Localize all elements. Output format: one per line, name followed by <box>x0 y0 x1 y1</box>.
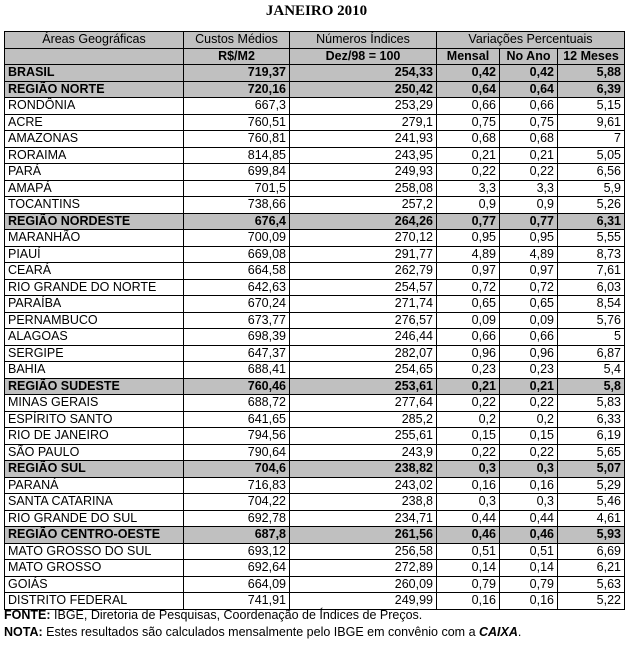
cell-cost: 704,22 <box>184 494 290 511</box>
cell-monthly: 0,21 <box>437 147 500 164</box>
cell-monthly: 0,68 <box>437 131 500 148</box>
cell-cost: 760,81 <box>184 131 290 148</box>
cell-monthly: 0,2 <box>437 411 500 428</box>
table-body <box>5 65 625 610</box>
note-end: . <box>517 625 522 639</box>
table-row <box>5 345 625 362</box>
cell-12-months: 5,05 <box>558 147 625 164</box>
cell-area: REGIÃO SUDESTE <box>5 378 184 395</box>
cell-year: 3,3 <box>500 180 558 197</box>
cell-year: 0,16 <box>500 477 558 494</box>
header-12-months: 12 Meses <box>558 48 625 65</box>
cell-cost: 741,91 <box>184 593 290 610</box>
cell-index: 256,58 <box>290 543 437 560</box>
table-row <box>5 444 625 461</box>
cell-monthly: 0,09 <box>437 312 500 329</box>
cell-monthly: 0,16 <box>437 593 500 610</box>
cell-cost: 760,46 <box>184 378 290 395</box>
cell-monthly: 0,14 <box>437 560 500 577</box>
cell-cost: 673,77 <box>184 312 290 329</box>
cell-monthly: 0,16 <box>437 477 500 494</box>
cell-cost: 693,12 <box>184 543 290 560</box>
cell-index: 234,71 <box>290 510 437 527</box>
table-row <box>5 560 625 577</box>
cell-monthly: 0,3 <box>437 461 500 478</box>
table-row <box>5 98 625 115</box>
cell-12-months: 6,39 <box>558 81 625 98</box>
cell-year: 0,16 <box>500 593 558 610</box>
region-row <box>5 378 625 395</box>
cell-year: 0,15 <box>500 428 558 445</box>
cell-12-months: 5,65 <box>558 444 625 461</box>
cell-index: 260,09 <box>290 576 437 593</box>
cell-cost: 814,85 <box>184 147 290 164</box>
cell-monthly: 0,64 <box>437 81 500 98</box>
cell-index: 264,26 <box>290 213 437 230</box>
cell-index: 257,2 <box>290 197 437 214</box>
cell-index: 243,02 <box>290 477 437 494</box>
cell-cost: 667,3 <box>184 98 290 115</box>
cell-12-months: 5,88 <box>558 65 625 82</box>
table-row <box>5 477 625 494</box>
cell-year: 0,9 <box>500 197 558 214</box>
cell-area: AMAZONAS <box>5 131 184 148</box>
header-index: Números Índices <box>290 32 437 49</box>
cell-year: 0,51 <box>500 543 558 560</box>
table-row <box>5 543 625 560</box>
cell-year: 0,42 <box>500 65 558 82</box>
cell-monthly: 4,89 <box>437 246 500 263</box>
cell-12-months: 5,63 <box>558 576 625 593</box>
cell-index: 253,61 <box>290 378 437 395</box>
cell-index: 249,99 <box>290 593 437 610</box>
cell-index: 276,57 <box>290 312 437 329</box>
cell-year: 0,3 <box>500 494 558 511</box>
cell-monthly: 0,23 <box>437 362 500 379</box>
header-variations: Variações Percentuais <box>437 32 625 49</box>
cell-12-months: 8,54 <box>558 296 625 313</box>
cell-cost: 647,37 <box>184 345 290 362</box>
cell-12-months: 5,9 <box>558 180 625 197</box>
cell-year: 0,22 <box>500 164 558 181</box>
subheader-row <box>5 48 625 65</box>
cell-index: 254,57 <box>290 279 437 296</box>
table-row <box>5 296 625 313</box>
source-text: IBGE, Diretoria de Pesquisas, Coordenação de Índices de Preços. <box>50 608 423 622</box>
table-row <box>5 329 625 346</box>
cell-monthly: 0,75 <box>437 114 500 131</box>
cell-12-months: 6,87 <box>558 345 625 362</box>
cell-12-months: 6,31 <box>558 213 625 230</box>
cell-area: MATO GROSSO <box>5 560 184 577</box>
cell-12-months: 9,61 <box>558 114 625 131</box>
table-row <box>5 197 625 214</box>
cell-12-months: 5,55 <box>558 230 625 247</box>
table-row <box>5 246 625 263</box>
cell-monthly: 0,77 <box>437 213 500 230</box>
cell-area: MINAS GERAIS <box>5 395 184 412</box>
cell-index: 246,44 <box>290 329 437 346</box>
cell-12-months: 7 <box>558 131 625 148</box>
cell-area: DISTRITO FEDERAL <box>5 593 184 610</box>
note-text: Estes resultados são calculados mensalmente pelo IBGE em convênio com a <box>42 625 479 639</box>
cell-year: 0,68 <box>500 131 558 148</box>
cell-12-months: 5,46 <box>558 494 625 511</box>
table-row <box>5 263 625 280</box>
cell-year: 0,22 <box>500 444 558 461</box>
cell-12-months: 5,93 <box>558 527 625 544</box>
cell-cost: 699,84 <box>184 164 290 181</box>
cell-12-months: 7,61 <box>558 263 625 280</box>
table-row <box>5 428 625 445</box>
cell-area: GOIÁS <box>5 576 184 593</box>
cell-index: 282,07 <box>290 345 437 362</box>
cell-cost: 701,5 <box>184 180 290 197</box>
cell-area: PARAÍBA <box>5 296 184 313</box>
cell-12-months: 6,21 <box>558 560 625 577</box>
cell-index: 285,2 <box>290 411 437 428</box>
cell-cost: 719,37 <box>184 65 290 82</box>
source-note <box>4 607 629 623</box>
cell-index: 279,1 <box>290 114 437 131</box>
table-row <box>5 180 625 197</box>
cell-cost: 676,4 <box>184 213 290 230</box>
page-title: JANEIRO 2010 <box>265 3 368 19</box>
cell-area: SERGIPE <box>5 345 184 362</box>
note-label: NOTA: <box>4 625 43 639</box>
region-row <box>5 81 625 98</box>
cell-cost: 687,8 <box>184 527 290 544</box>
header-monthly: Mensal <box>437 48 500 65</box>
cell-monthly: 0,72 <box>437 279 500 296</box>
cell-12-months: 5,4 <box>558 362 625 379</box>
cell-area: ACRE <box>5 114 184 131</box>
cell-area: RORAIMA <box>5 147 184 164</box>
cell-area: ESPÍRITO SANTO <box>5 411 184 428</box>
subheader-empty <box>5 48 184 65</box>
table-row <box>5 279 625 296</box>
cell-year: 0,46 <box>500 527 558 544</box>
cell-index: 270,12 <box>290 230 437 247</box>
cell-cost: 664,58 <box>184 263 290 280</box>
table-row <box>5 510 625 527</box>
cell-monthly: 0,9 <box>437 197 500 214</box>
cell-index: 250,42 <box>290 81 437 98</box>
cell-monthly: 0,22 <box>437 444 500 461</box>
header-index-base: Dez/98 = 100 <box>290 48 437 65</box>
cell-12-months: 5,26 <box>558 197 625 214</box>
cell-monthly: 0,66 <box>437 329 500 346</box>
table-row <box>5 362 625 379</box>
source-label: FONTE: <box>4 608 51 622</box>
cell-index: 271,74 <box>290 296 437 313</box>
cell-index: 243,9 <box>290 444 437 461</box>
cell-year: 0,75 <box>500 114 558 131</box>
cell-12-months: 4,61 <box>558 510 625 527</box>
cell-index: 254,65 <box>290 362 437 379</box>
cell-monthly: 0,22 <box>437 395 500 412</box>
cell-cost: 642,63 <box>184 279 290 296</box>
cell-monthly: 0,79 <box>437 576 500 593</box>
cell-cost: 790,64 <box>184 444 290 461</box>
cell-monthly: 0,95 <box>437 230 500 247</box>
cell-12-months: 5,07 <box>558 461 625 478</box>
table-row <box>5 411 625 428</box>
cell-index: 272,89 <box>290 560 437 577</box>
cell-area: REGIÃO CENTRO-OESTE <box>5 527 184 544</box>
cell-monthly: 3,3 <box>437 180 500 197</box>
cell-area: SANTA CATARINA <box>5 494 184 511</box>
cell-12-months: 5 <box>558 329 625 346</box>
cell-monthly: 0,22 <box>437 164 500 181</box>
cell-index: 258,08 <box>290 180 437 197</box>
cell-12-months: 5,29 <box>558 477 625 494</box>
cell-year: 0,77 <box>500 213 558 230</box>
cell-area: PARÁ <box>5 164 184 181</box>
table-row <box>5 114 625 131</box>
cell-cost: 670,24 <box>184 296 290 313</box>
table-row <box>5 147 625 164</box>
cell-monthly: 0,15 <box>437 428 500 445</box>
cell-12-months: 5,83 <box>558 395 625 412</box>
cell-area: TOCANTINS <box>5 197 184 214</box>
cell-monthly: 0,21 <box>437 378 500 395</box>
cell-cost: 716,83 <box>184 477 290 494</box>
cell-area: BAHIA <box>5 362 184 379</box>
header-row <box>5 32 625 49</box>
cell-cost: 720,16 <box>184 81 290 98</box>
cell-cost: 692,64 <box>184 560 290 577</box>
cell-year: 0,2 <box>500 411 558 428</box>
cell-index: 249,93 <box>290 164 437 181</box>
cell-cost: 738,66 <box>184 197 290 214</box>
cell-cost: 700,09 <box>184 230 290 247</box>
header-year: No Ano <box>500 48 558 65</box>
cell-12-months: 5,76 <box>558 312 625 329</box>
cell-monthly: 0,51 <box>437 543 500 560</box>
header-areas: Áreas Geográficas <box>5 32 184 49</box>
cell-index: 254,33 <box>290 65 437 82</box>
table-row <box>5 494 625 511</box>
cell-area: REGIÃO NORDESTE <box>5 213 184 230</box>
header-costs-unit: R$/M2 <box>184 48 290 65</box>
cell-index: 291,77 <box>290 246 437 263</box>
cell-monthly: 0,3 <box>437 494 500 511</box>
cell-area: PARANÁ <box>5 477 184 494</box>
region-row <box>5 65 625 82</box>
cell-monthly: 0,97 <box>437 263 500 280</box>
cell-monthly: 0,66 <box>437 98 500 115</box>
cell-cost: 698,39 <box>184 329 290 346</box>
cell-year: 0,79 <box>500 576 558 593</box>
cell-index: 261,56 <box>290 527 437 544</box>
table-row <box>5 131 625 148</box>
cell-index: 277,64 <box>290 395 437 412</box>
cell-area: RIO GRANDE DO SUL <box>5 510 184 527</box>
cell-area: PIAUÍ <box>5 246 184 263</box>
cell-index: 243,95 <box>290 147 437 164</box>
cell-year: 0,66 <box>500 98 558 115</box>
cell-cost: 760,51 <box>184 114 290 131</box>
cell-12-months: 5,22 <box>558 593 625 610</box>
cell-year: 0,23 <box>500 362 558 379</box>
cell-12-months: 8,73 <box>558 246 625 263</box>
cell-year: 0,44 <box>500 510 558 527</box>
region-row <box>5 213 625 230</box>
header-costs: Custos Médios <box>184 32 290 49</box>
cell-cost: 669,08 <box>184 246 290 263</box>
cell-index: 238,8 <box>290 494 437 511</box>
cell-index: 238,82 <box>290 461 437 478</box>
cell-cost: 688,72 <box>184 395 290 412</box>
cell-12-months: 6,69 <box>558 543 625 560</box>
cell-monthly: 0,65 <box>437 296 500 313</box>
cell-year: 0,21 <box>500 147 558 164</box>
cell-12-months: 6,03 <box>558 279 625 296</box>
cell-monthly: 0,46 <box>437 527 500 544</box>
cell-monthly: 0,96 <box>437 345 500 362</box>
cell-area: ALAGOAS <box>5 329 184 346</box>
cell-12-months: 6,19 <box>558 428 625 445</box>
cell-12-months: 5,15 <box>558 98 625 115</box>
cell-year: 0,21 <box>500 378 558 395</box>
cost-table <box>4 31 625 610</box>
cell-year: 0,09 <box>500 312 558 329</box>
cell-12-months: 5,8 <box>558 378 625 395</box>
region-row <box>5 461 625 478</box>
cell-area: MARANHÃO <box>5 230 184 247</box>
region-row <box>5 527 625 544</box>
cell-area: CEARÁ <box>5 263 184 280</box>
cell-cost: 641,65 <box>184 411 290 428</box>
cell-area: AMAPÁ <box>5 180 184 197</box>
cell-year: 0,3 <box>500 461 558 478</box>
cell-year: 0,95 <box>500 230 558 247</box>
cell-area: BRASIL <box>5 65 184 82</box>
note <box>4 624 629 640</box>
cell-year: 0,22 <box>500 395 558 412</box>
table-row <box>5 395 625 412</box>
cell-cost: 664,09 <box>184 576 290 593</box>
cell-index: 262,79 <box>290 263 437 280</box>
table-row <box>5 312 625 329</box>
note-emphasis: CAIXA <box>479 625 518 639</box>
cell-monthly: 0,44 <box>437 510 500 527</box>
cell-12-months: 6,33 <box>558 411 625 428</box>
cell-year: 0,97 <box>500 263 558 280</box>
cell-year: 0,14 <box>500 560 558 577</box>
cell-year: 0,65 <box>500 296 558 313</box>
cell-cost: 688,41 <box>184 362 290 379</box>
cell-cost: 704,6 <box>184 461 290 478</box>
cell-area: RIO DE JANEIRO <box>5 428 184 445</box>
table-row <box>5 230 625 247</box>
cell-year: 0,66 <box>500 329 558 346</box>
cell-year: 0,72 <box>500 279 558 296</box>
cell-monthly: 0,42 <box>437 65 500 82</box>
cell-area: REGIÃO SUL <box>5 461 184 478</box>
cell-area: SÃO PAULO <box>5 444 184 461</box>
table-row <box>5 576 625 593</box>
cell-year: 0,96 <box>500 345 558 362</box>
cell-area: RIO GRANDE DO NORTE <box>5 279 184 296</box>
cell-year: 4,89 <box>500 246 558 263</box>
cell-area: PERNAMBUCO <box>5 312 184 329</box>
cell-area: REGIÃO NORTE <box>5 81 184 98</box>
cell-index: 241,93 <box>290 131 437 148</box>
table-row <box>5 164 625 181</box>
cell-index: 253,29 <box>290 98 437 115</box>
cell-cost: 794,56 <box>184 428 290 445</box>
cell-cost: 692,78 <box>184 510 290 527</box>
cell-area: RONDÔNIA <box>5 98 184 115</box>
cell-12-months: 6,56 <box>558 164 625 181</box>
cell-year: 0,64 <box>500 81 558 98</box>
cell-index: 255,61 <box>290 428 437 445</box>
cell-area: MATO GROSSO DO SUL <box>5 543 184 560</box>
